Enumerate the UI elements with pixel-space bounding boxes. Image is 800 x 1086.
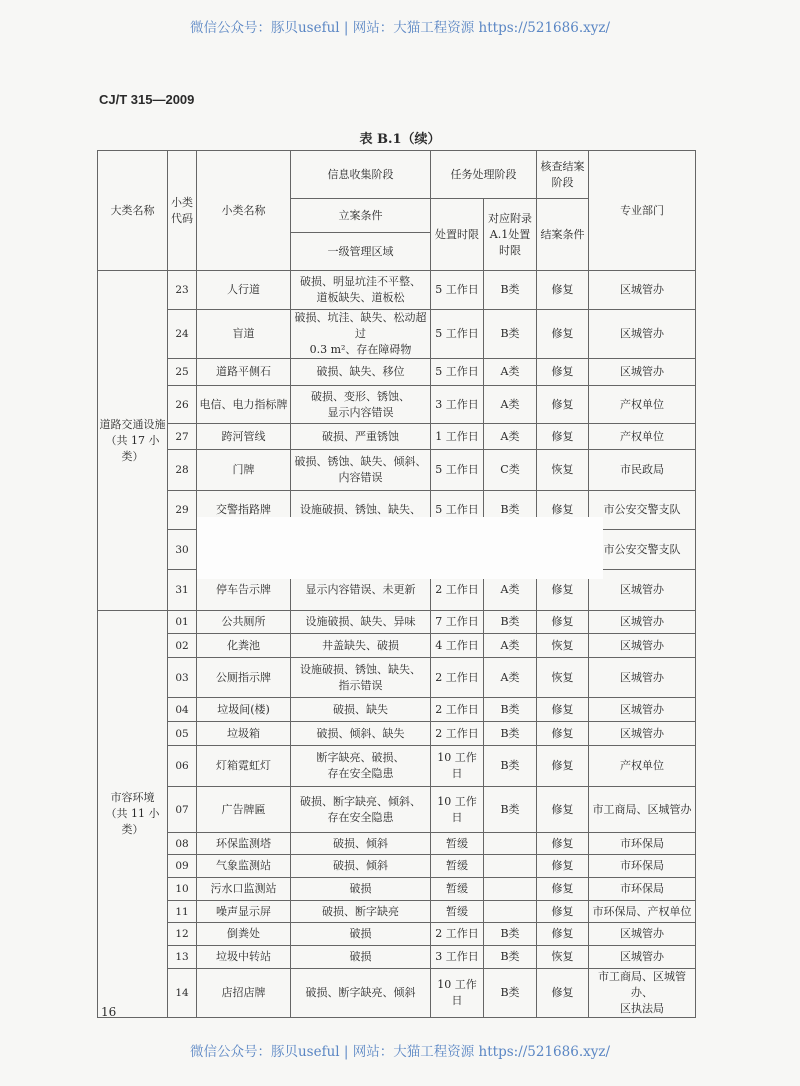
- header-info-stage: 信息收集阶段: [291, 151, 431, 199]
- close-condition: 修复: [537, 787, 589, 833]
- department: [589, 901, 696, 923]
- time-limit: 2 工作日: [431, 570, 484, 611]
- close-condition: 修复: [537, 491, 589, 530]
- text-line: 破损: [349, 927, 372, 940]
- text-line: 破损、断字缺亮、倾斜、: [300, 794, 421, 808]
- department: [589, 698, 696, 722]
- filing-criteria: [291, 855, 431, 878]
- text-line: 道板缺失、道板松: [316, 291, 405, 304]
- close-condition: 修复: [537, 722, 589, 746]
- sub-name: 盲道: [197, 310, 291, 359]
- close-condition: 修复: [537, 611, 589, 634]
- filing-criteria: [291, 634, 431, 658]
- text-line: 区城管办: [620, 365, 664, 378]
- table-row: [98, 310, 696, 359]
- department: [589, 969, 696, 1018]
- department: [589, 787, 696, 833]
- facility-table: [97, 150, 696, 1018]
- text-line: 市环保局、产权单位: [592, 904, 692, 918]
- text-line: 市工商局、区城管办: [592, 802, 692, 816]
- text-line: 设施破损、缺失、异味: [305, 615, 416, 628]
- text-line: （共 17 小类）: [105, 433, 160, 463]
- sub-name: 倒粪处: [197, 923, 291, 946]
- text-line: 区城管办: [620, 327, 664, 340]
- close-condition: 修复: [537, 386, 589, 424]
- time-limit: 3 工作日: [431, 386, 484, 424]
- department: [589, 491, 696, 530]
- sub-code: 27: [168, 424, 197, 450]
- sub-code: 14: [168, 969, 197, 1018]
- table-row: [98, 658, 696, 698]
- header-filing: 立案条件: [291, 199, 431, 233]
- text-line: 存在安全隐患: [327, 767, 394, 780]
- appendix-class: B类: [484, 946, 537, 969]
- watermark-top: 微信公众号：豚贝useful | 网站：大猫工程资源 https://521686.xyz/: [189, 20, 611, 36]
- text-line: 市环保局: [620, 859, 664, 872]
- close-condition: 恢复: [537, 946, 589, 969]
- sub-name: 店招店牌: [197, 969, 291, 1018]
- appendix-class: B类: [484, 698, 537, 722]
- sub-code: 12: [168, 923, 197, 946]
- sub-name: 道路平侧石: [197, 359, 291, 386]
- text-line: 市环保局: [620, 836, 664, 850]
- time-limit: 5 工作日: [431, 491, 484, 530]
- time-limit: 暂缓: [431, 855, 484, 878]
- close-condition: 修复: [537, 271, 589, 310]
- sub-name: 电信、电力指标牌: [197, 386, 291, 424]
- table-row: [98, 698, 696, 722]
- text-line: 设施破损、锈蚀、缺失、: [300, 503, 421, 516]
- department: [589, 722, 696, 746]
- text-line: 区城管办: [620, 583, 664, 596]
- department: [589, 310, 696, 359]
- sub-name: 交警指路牌: [197, 491, 291, 530]
- text-line: （共 11 小类）: [105, 807, 160, 836]
- text-line: 内容错误: [338, 471, 383, 484]
- department: [589, 923, 696, 946]
- text-line: 破损、缺失、移位: [316, 365, 405, 378]
- filing-criteria: [291, 746, 431, 787]
- close-condition: 恢复: [537, 658, 589, 698]
- time-limit: 5 工作日: [431, 359, 484, 386]
- filing-criteria: [291, 722, 431, 746]
- department: [589, 611, 696, 634]
- department: [589, 450, 696, 491]
- appendix-class: A类: [484, 634, 537, 658]
- appendix-class: A类: [484, 570, 537, 611]
- sub-code: 23: [168, 271, 197, 310]
- text-line: 区城管办: [620, 670, 664, 684]
- sub-code: 26: [168, 386, 197, 424]
- table-title: 表 B.1（续）: [359, 132, 441, 147]
- table-row: [98, 787, 696, 833]
- time-limit: 1 工作日: [431, 424, 484, 450]
- sub-code: 03: [168, 658, 197, 698]
- filing-criteria: [291, 611, 431, 634]
- department: [589, 946, 696, 969]
- department: [589, 271, 696, 310]
- text-line: 指示错误: [338, 678, 383, 692]
- text-line: 显示内容错误、未更新: [305, 583, 416, 596]
- sub-name: 垃圾中转站: [197, 946, 291, 969]
- filing-criteria: [291, 450, 431, 491]
- text-line: 断字缺亮、破损、: [316, 751, 405, 764]
- header-task-stage: 任务处理阶段: [431, 151, 537, 199]
- department: [589, 833, 696, 855]
- text-line: 破损: [349, 882, 372, 895]
- sub-name: 气象监测站: [197, 855, 291, 878]
- department: [589, 359, 696, 386]
- text-line: 破损: [349, 950, 372, 963]
- sub-code: 31: [168, 570, 197, 611]
- header-dept: 专业部门: [589, 151, 696, 271]
- filing-criteria: [291, 901, 431, 923]
- appendix-class: [484, 833, 537, 855]
- close-condition: 修复: [537, 359, 589, 386]
- filing-criteria: [291, 386, 431, 424]
- filing-criteria: [291, 969, 431, 1018]
- watermark-bottom: 微信公众号：豚贝useful | 网站：大猫工程资源 https://521686.xyz/: [189, 1044, 611, 1060]
- text-line: 产权单位: [620, 759, 664, 772]
- close-condition: 修复: [537, 310, 589, 359]
- table-row: [98, 386, 696, 424]
- close-condition: 修复: [537, 698, 589, 722]
- close-condition: 修复: [537, 923, 589, 946]
- text-line: 存在安全隐患: [327, 810, 394, 824]
- sub-name: 化粪池: [197, 634, 291, 658]
- appendix-class: A类: [484, 658, 537, 698]
- appendix-class: [484, 878, 537, 901]
- table-row: [98, 901, 696, 923]
- time-limit: 10 工作日: [431, 746, 484, 787]
- text-line: 市工商局、区城管办、: [598, 970, 686, 999]
- sub-name: 灯箱霓虹灯: [197, 746, 291, 787]
- department: [589, 855, 696, 878]
- text-line: 区执法局: [620, 1002, 664, 1015]
- text-line: 破损、明显坑洼不平整、: [300, 275, 421, 288]
- department: [589, 424, 696, 450]
- sub-name: 垃圾间(楼): [197, 698, 291, 722]
- sub-code: 28: [168, 450, 197, 491]
- standard-code: CJ/T 315—2009: [99, 92, 195, 107]
- text-line: 显示内容错误: [327, 405, 394, 419]
- table-row: [98, 855, 696, 878]
- text-line: 区城管办: [620, 702, 664, 716]
- table-row: [98, 746, 696, 787]
- header-appendix: 对应附录A.1处置时限: [484, 199, 537, 271]
- table-row: [98, 722, 696, 746]
- appendix-class: B类: [484, 923, 537, 946]
- text-line: 市公安交警支队: [603, 503, 681, 516]
- sub-name: 人行道: [197, 271, 291, 310]
- sub-code: 09: [168, 855, 197, 878]
- table-row: [98, 946, 696, 969]
- text-line: 区城管办: [620, 615, 664, 628]
- sub-code: 02: [168, 634, 197, 658]
- occluding-block: [197, 517, 603, 579]
- appendix-class: B类: [484, 271, 537, 310]
- department: [589, 878, 696, 901]
- time-limit: 4 工作日: [431, 634, 484, 658]
- table-row: [98, 634, 696, 658]
- sub-name: 跨河管线: [197, 424, 291, 450]
- appendix-class: [484, 901, 537, 923]
- filing-criteria: [291, 946, 431, 969]
- sub-name: 广告牌匾: [197, 787, 291, 833]
- filing-criteria: [291, 359, 431, 386]
- filing-criteria: [291, 658, 431, 698]
- text-line: 市公安交警支队: [603, 542, 681, 556]
- department: [589, 570, 696, 611]
- time-limit: 暂缓: [431, 833, 484, 855]
- sub-name: 垃圾箱: [197, 722, 291, 746]
- text-line: 破损、倾斜: [333, 836, 388, 850]
- table-row: [98, 450, 696, 491]
- appendix-class: B类: [484, 746, 537, 787]
- table-row: [98, 878, 696, 901]
- text-line: 市容环境: [110, 791, 155, 804]
- sub-code: 13: [168, 946, 197, 969]
- text-line: 破损、变形、锈蚀、: [311, 389, 410, 403]
- text-line: 产权单位: [620, 397, 664, 411]
- major-category-cell: [98, 611, 168, 1018]
- table-row: [98, 923, 696, 946]
- text-line: 破损、倾斜、缺失: [316, 726, 405, 740]
- time-limit: 5 工作日: [431, 450, 484, 491]
- header-zone: 一级管理区域: [291, 233, 431, 271]
- sub-name: 污水口监测站: [197, 878, 291, 901]
- department: [589, 634, 696, 658]
- text-line: 产权单位: [620, 429, 664, 443]
- text-line: 破损、断字缺亮: [322, 904, 399, 918]
- text-line: 破损、缺失: [333, 702, 388, 716]
- text-line: 0.3 m²、存在障碍物: [309, 343, 412, 356]
- filing-criteria: [291, 424, 431, 450]
- sub-name: 公厕指示牌: [197, 658, 291, 698]
- close-condition: 修复: [537, 878, 589, 901]
- header-name: 小类名称: [197, 151, 291, 271]
- appendix-class: C类: [484, 450, 537, 491]
- filing-criteria: [291, 923, 431, 946]
- text-line: 破损、坑洼、缺失、松动超过: [294, 311, 427, 340]
- filing-criteria: [291, 310, 431, 359]
- sub-code: 04: [168, 698, 197, 722]
- time-limit: 10 工作日: [431, 969, 484, 1018]
- header-check-stage: 核查结案阶段: [537, 151, 589, 199]
- text-line: 道路交通设施: [99, 417, 166, 431]
- close-condition: 修复: [537, 969, 589, 1018]
- appendix-class: B类: [484, 787, 537, 833]
- department: [589, 530, 696, 570]
- appendix-class: B类: [484, 491, 537, 530]
- table-row: [98, 833, 696, 855]
- appendix-class: A类: [484, 359, 537, 386]
- close-condition: 修复: [537, 833, 589, 855]
- close-condition: 恢复: [537, 450, 589, 491]
- text-line: 破损、锈蚀、缺失、倾斜、: [294, 455, 427, 468]
- table-row: [98, 359, 696, 386]
- appendix-class: B类: [484, 310, 537, 359]
- time-limit: 2 工作日: [431, 923, 484, 946]
- time-limit: 3 工作日: [431, 946, 484, 969]
- time-limit: 10 工作日: [431, 787, 484, 833]
- department: [589, 386, 696, 424]
- sub-code: 05: [168, 722, 197, 746]
- text-line: 区城管办: [620, 950, 664, 963]
- time-limit: 2 工作日: [431, 698, 484, 722]
- sub-code: 10: [168, 878, 197, 901]
- header-close-cond: 结案条件: [537, 199, 589, 271]
- appendix-class: A类: [484, 386, 537, 424]
- filing-criteria: [291, 698, 431, 722]
- appendix-class: B类: [484, 611, 537, 634]
- sub-name: 门牌: [197, 450, 291, 491]
- appendix-class: A类: [484, 424, 537, 450]
- sub-code: 24: [168, 310, 197, 359]
- sub-name: 噪声显示屏: [197, 901, 291, 923]
- text-line: 区城管办: [620, 283, 664, 296]
- filing-criteria: [291, 787, 431, 833]
- sub-code: 30: [168, 530, 197, 570]
- text-line: 区城管办: [620, 638, 664, 652]
- major-category-cell: [98, 271, 168, 611]
- header-code: 小类代码: [168, 151, 197, 271]
- sub-code: 06: [168, 746, 197, 787]
- sub-code: 29: [168, 491, 197, 530]
- text-line: 井盖缺失、破损: [322, 638, 399, 652]
- close-condition: 修复: [537, 855, 589, 878]
- close-condition: 修复: [537, 424, 589, 450]
- appendix-class: B类: [484, 969, 537, 1018]
- text-line: 市环保局: [620, 882, 664, 895]
- time-limit: 2 工作日: [431, 722, 484, 746]
- sub-name: 停车告示牌: [197, 570, 291, 611]
- time-limit: 暂缓: [431, 901, 484, 923]
- close-condition: 修复: [537, 746, 589, 787]
- department: [589, 746, 696, 787]
- time-limit: 7 工作日: [431, 611, 484, 634]
- time-limit: 2 工作日: [431, 658, 484, 698]
- table-row: [98, 424, 696, 450]
- sub-name: 环保监测塔: [197, 833, 291, 855]
- close-condition: 恢复: [537, 634, 589, 658]
- text-line: 破损、断字缺亮、倾斜: [305, 986, 416, 999]
- table-row: [98, 969, 696, 1018]
- appendix-class: B类: [484, 722, 537, 746]
- table-row: [98, 271, 696, 310]
- sub-code: 11: [168, 901, 197, 923]
- department: [589, 658, 696, 698]
- filing-criteria: [291, 271, 431, 310]
- sub-code: 25: [168, 359, 197, 386]
- text-line: 破损、严重锈蚀: [322, 429, 399, 443]
- appendix-class: [484, 855, 537, 878]
- close-condition: 修复: [537, 901, 589, 923]
- text-line: 区城管办: [620, 927, 664, 940]
- page-number: 16: [101, 1005, 117, 1019]
- time-limit: 5 工作日: [431, 271, 484, 310]
- time-limit: 暂缓: [431, 878, 484, 901]
- header-time-limit: 处置时限: [431, 199, 484, 271]
- sub-code: 07: [168, 787, 197, 833]
- sub-name: 公共厕所: [197, 611, 291, 634]
- time-limit: 5 工作日: [431, 310, 484, 359]
- filing-criteria: [291, 878, 431, 901]
- text-line: 市民政局: [620, 463, 664, 476]
- text-line: 破损、倾斜: [333, 859, 388, 872]
- table-row: [98, 611, 696, 634]
- sub-code: 08: [168, 833, 197, 855]
- sub-code: 01: [168, 611, 197, 634]
- filing-criteria: [291, 833, 431, 855]
- close-condition: 修复: [537, 570, 589, 611]
- text-line: 设施破损、锈蚀、缺失、: [300, 662, 421, 676]
- text-line: 区城管办: [620, 726, 664, 740]
- header-major: 大类名称: [98, 151, 168, 271]
